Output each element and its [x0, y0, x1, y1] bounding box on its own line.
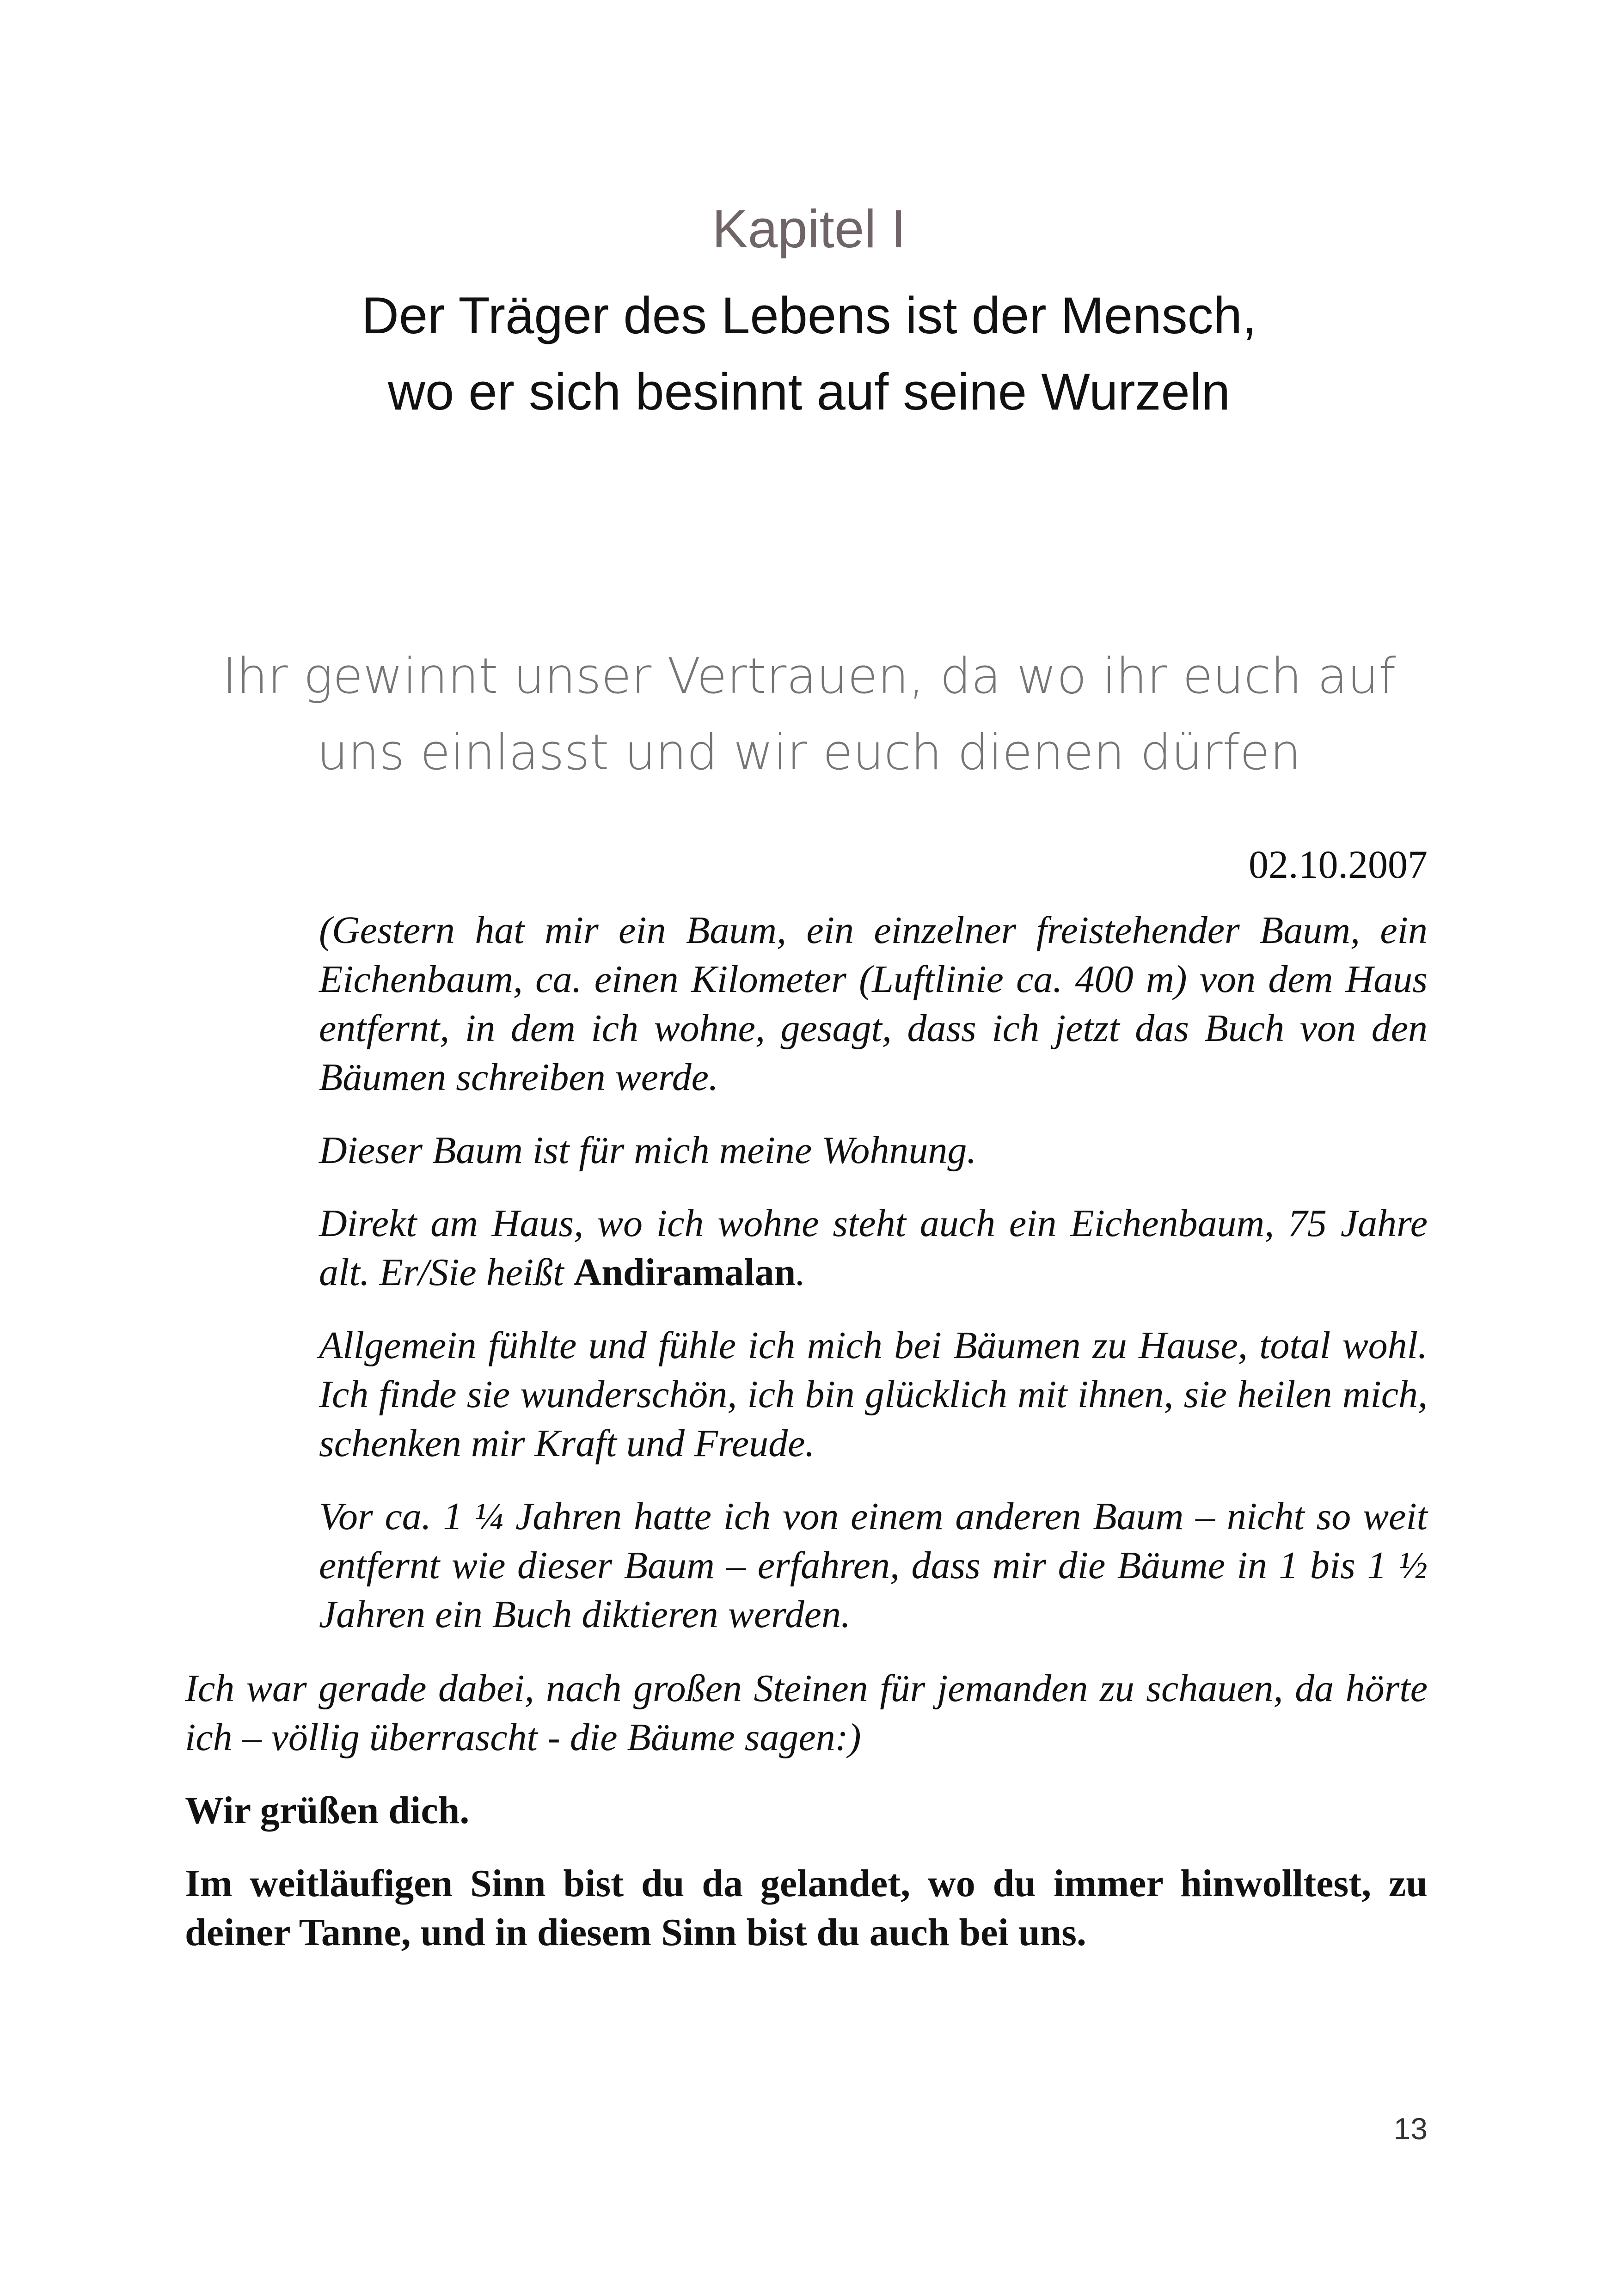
intro-paragraph-4: Allgemein fühlte und fühle ich mich bei Bäumen zu Hause, total wohl. Ich finde sie wunderschön, ich bin glücklich mit ihnen, sie heilen mich, schenken mir Kraft und Freude.	[319, 1324, 1428, 1465]
section-subtitle-line-1: Ihr gewinnt unser Vertrauen, da wo ihr euch auf	[222, 648, 1396, 704]
chapter-title	[0, 277, 1618, 430]
section-subtitle	[0, 638, 1618, 790]
main-text-block	[185, 1664, 1428, 1981]
main-paragraph-3: Im weitläufigen Sinn bist du da gelandet, wo du immer hinwolltest, zu deiner Tanne, und in diesem Sinn bist du auch bei uns.	[185, 1862, 1428, 1954]
intro-paragraph-2: Dieser Baum ist für mich meine Wohnung.	[319, 1129, 977, 1172]
section-subtitle-line-2: uns einlasst und wir euch dienen dürfen	[317, 724, 1301, 781]
chapter-title-line-1: Der Träger des Lebens ist der Mensch,	[361, 287, 1257, 344]
intro-block	[319, 906, 1428, 1663]
intro-paragraph-3-end: .	[796, 1251, 806, 1294]
tree-name: Andiramalan	[573, 1251, 796, 1294]
chapter-label: Kapitel I	[712, 199, 906, 259]
intro-paragraph-5: Vor ca. 1 ¼ Jahren hatte ich von einem anderen Baum – nicht so weit entfernt wie dieser Baum – erfahren, dass mir die Bäume in 1 bis 1 ½ Jahren ein Buch diktieren werden.	[319, 1495, 1428, 1636]
intro-paragraph-3-text: Direkt am Haus, wo ich wohne steht auch ein Eichenbaum, 75 Jahre alt. Er/Sie heißt	[319, 1202, 1428, 1294]
page-number: 13	[1393, 2112, 1428, 2146]
main-paragraph-1: Ich war gerade dabei, nach großen Steinen für jemanden zu schauen, da hörte ich – völlig überrascht - die Bäume sagen:)	[185, 1667, 1428, 1759]
intro-paragraph-1: (Gestern hat mir ein Baum, ein einzelner freistehender Baum, ein Eichenbaum, ca. einen Kilometer (Luftlinie ca. 400 m) von dem Haus entfernt, in dem ich wohne, gesagt, dass ich jetzt das Buch von den Bäumen schreiben werde.	[319, 909, 1428, 1099]
chapter-title-line-2: wo er sich besinnt auf seine Wurzeln	[388, 363, 1230, 421]
intro-paragraph-3	[319, 1199, 1428, 1297]
entry-date: 02.10.2007	[1249, 842, 1428, 887]
main-paragraph-2: Wir grüßen dich.	[185, 1789, 470, 1832]
